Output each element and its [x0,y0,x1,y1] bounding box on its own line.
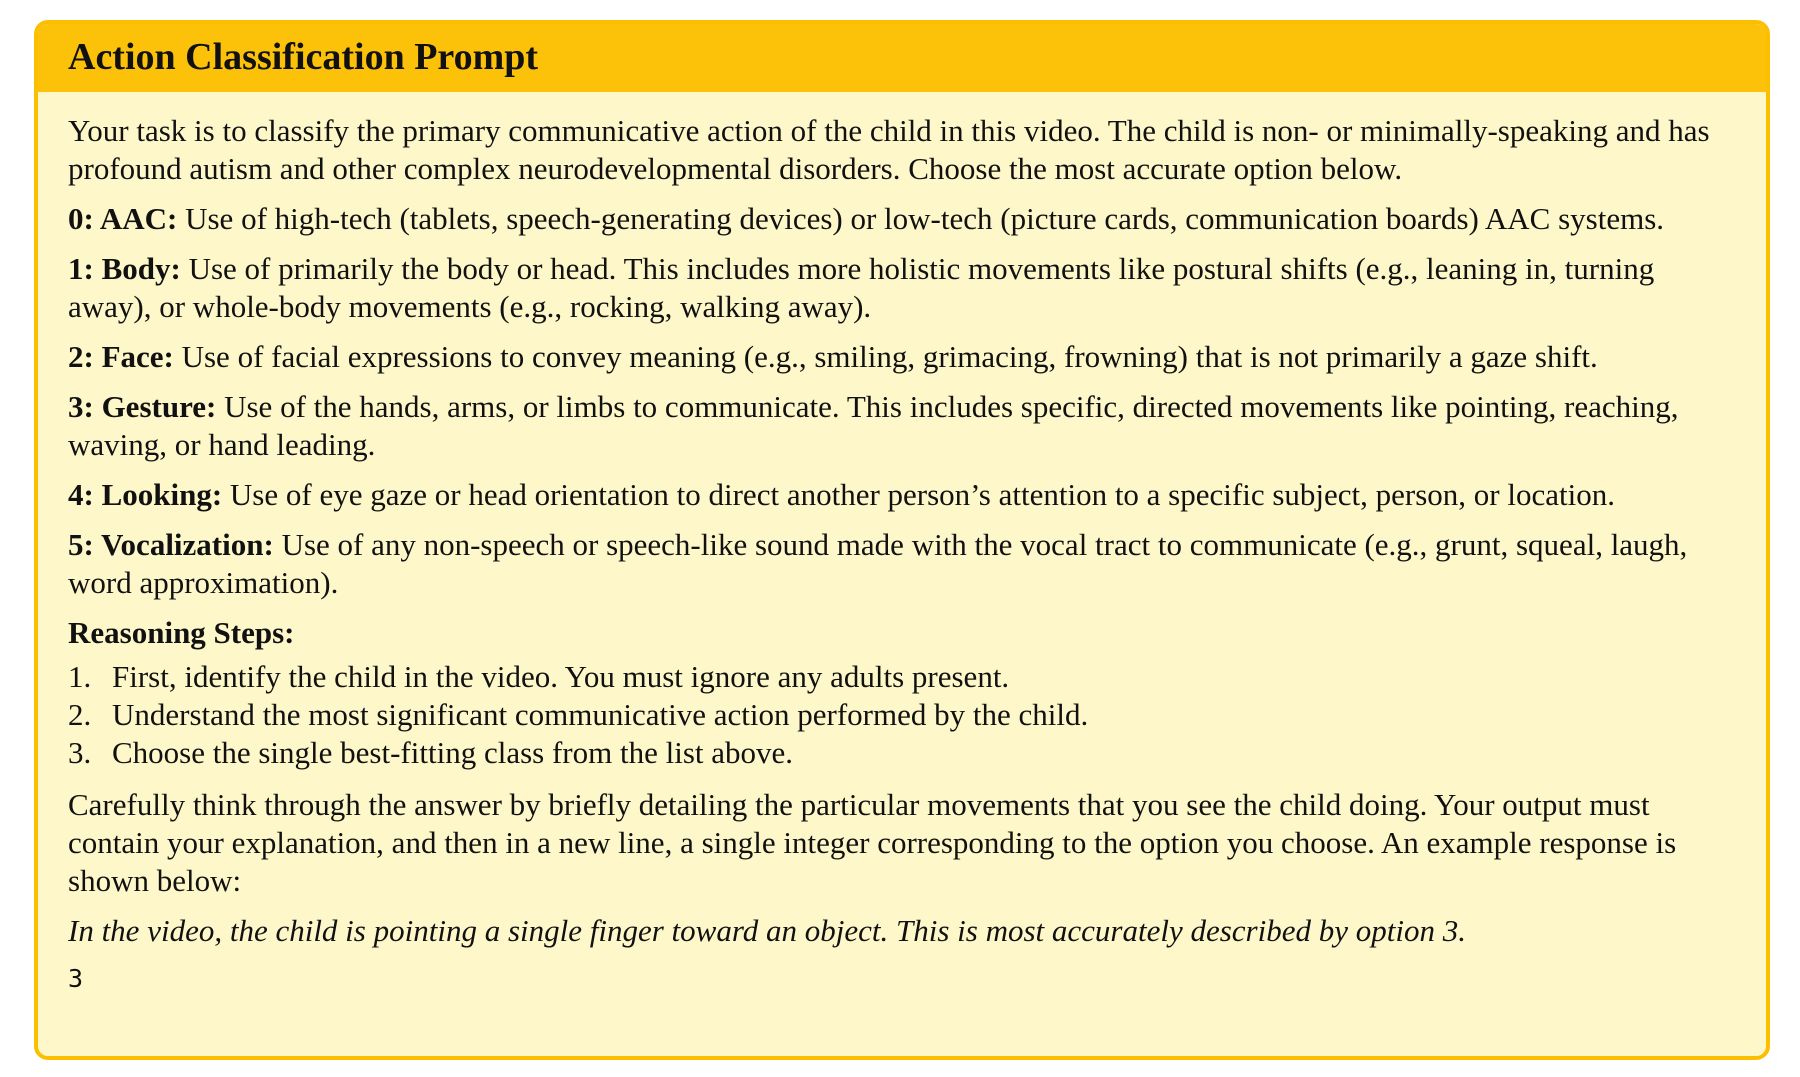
step-text: Understand the most significant communicative action performed by the child. [112,697,1089,732]
step-text: Choose the single best-fitting class from the list above. [112,735,794,770]
option-gesture [68,388,1738,464]
option-vocalization [68,526,1738,602]
instructions-paragraph: Carefully think through the answer by briefly detailing the particular movements that you see the child doing. Your output must contain your explanation, and then in a new line, a single integer corresponding to the option you choose. An example response is shown below: [68,787,1677,898]
option-key: 3: Gesture: [68,389,217,424]
option-body [68,250,1738,326]
option-looking [68,476,1738,514]
option-text: Use of the hands, arms, or limbs to communicate. This includes specific, directed movements like pointing, reaching, waving, or hand leading. [68,389,1679,462]
option-text: Use of any non-speech or speech-like sound made with the vocal tract to communicate (e.g., grunt, squeal, laugh, word approximation). [68,527,1688,600]
step-number: 2. [68,697,92,732]
option-aac [68,200,1738,238]
example-answer: 3 [68,964,84,993]
option-key: 0: AAC: [68,201,178,236]
option-key: 2: Face: [68,339,174,374]
reasoning-step [68,734,1738,772]
reasoning-step [68,658,1738,696]
option-face [68,338,1738,376]
prompt-box [34,20,1770,1060]
option-text: Use of eye gaze or head orientation to direct another person’s attention to a specific subject, person, or location. [222,477,1615,512]
example-response: In the video, the child is pointing a single finger toward an object. This is most accurately described by option 3. [68,913,1466,948]
prompt-title: Action Classification Prompt [68,36,539,78]
option-key: 5: Vocalization: [68,527,274,562]
option-key: 1: Body: [68,251,181,286]
option-key: 4: Looking: [68,477,223,512]
reasoning-heading: Reasoning Steps: [68,615,295,650]
option-text: Use of facial expressions to convey meaning (e.g., smiling, grimacing, frowning) that is not primarily a gaze shift. [173,339,1598,374]
step-text: First, identify the child in the video. You must ignore any adults present. [112,659,1010,694]
prompt-box-header [38,24,1766,92]
option-text: Use of high-tech (tablets, speech-generating devices) or low-tech (picture cards, communication boards) AAC systems. [177,201,1665,236]
reasoning-steps [68,658,1738,772]
step-number: 3. [68,735,92,770]
option-text: Use of primarily the body or head. This includes more holistic movements like postural shifts (e.g., leaning in, turning away), or whole-body movements (e.g., rocking, walking away). [68,251,1655,324]
reasoning-step [68,696,1738,734]
prompt-body [38,92,1766,998]
step-number: 1. [68,659,92,694]
intro-paragraph: Your task is to classify the primary communicative action of the child in this video. The child is non- or minimally-speaking and has profound autism and other complex neurodevelopmental disorders. Choose the most accurate option below. [68,113,1710,186]
